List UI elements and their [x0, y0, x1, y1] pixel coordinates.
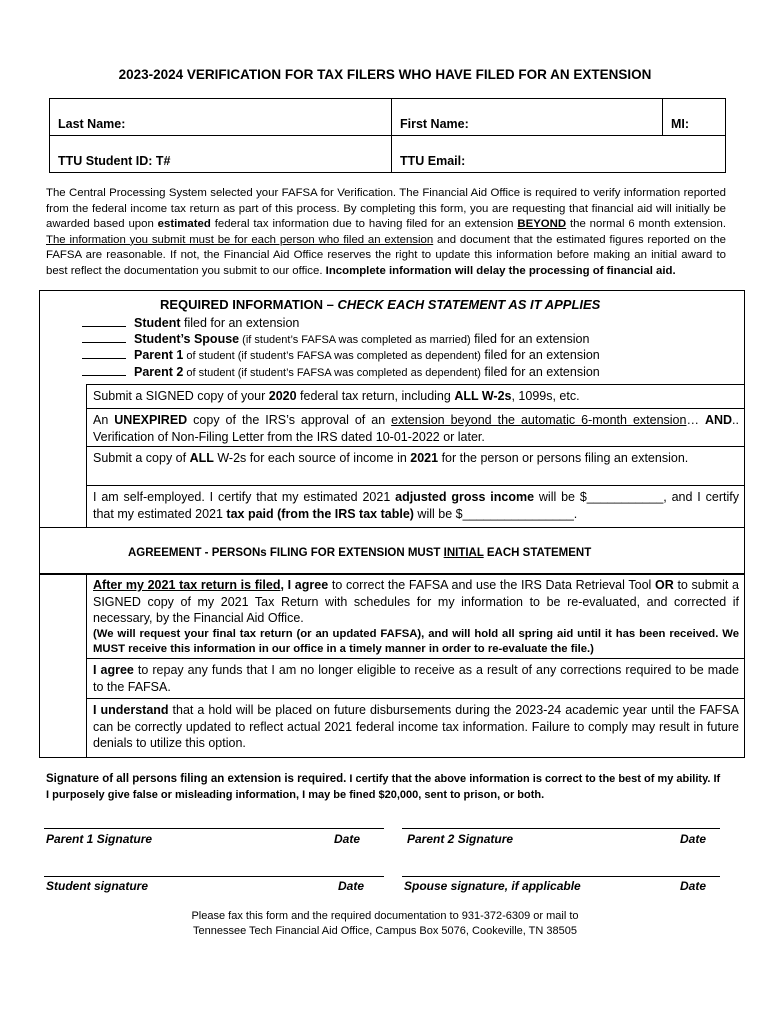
agreement-rows [86, 574, 745, 758]
parent-1-signature-label: Parent 1 Signature [46, 832, 153, 846]
agree-repay: I agree to repay any funds that I am no longer eligible to receive as a result of any corrections required to be made to the FAFSA. [86, 658, 745, 698]
student-signature-label: Student signature [46, 879, 149, 893]
email-field[interactable]: TTU Email: [392, 136, 726, 173]
intro-paragraph: The Central Processing System selected your FAFSA for Verification. The Financial Aid Office is required to verify information reported from the federal income tax return as part of this process. By completing this form, you are requesting that financial aid will initially be awarded based upon estimated federal tax information due to having filed for an extension BEYOND the normal 6 month extension. The information you submit must be for each person who filed an extension and document that the estimated figures reported on the FAFSA are reasonable. If not, the Financial Aid Office reserves the right to update this information before making an initial award to best reflect the documentation you submit to our office. Incomplete information will delay the processing of financial aid. [46, 187, 726, 277]
parent-1-signature-line[interactable] [44, 828, 384, 829]
parent-1-date-label: Date [334, 832, 361, 846]
initial-blank[interactable] [82, 347, 126, 359]
student-date-label: Date [338, 879, 365, 893]
check-parent-2[interactable]: Parent 2 of student (if student’s FAFSA was completed as dependent) filed for an extension [82, 364, 600, 379]
row-tax-return: Submit a SIGNED copy of your 2020 federal tax return, including ALL W-2s, 1099s, etc. [86, 384, 745, 408]
required-info-heading: REQUIRED INFORMATION – CHECK EACH STATEMENT AS IT APPLIES [160, 297, 601, 312]
required-rows [86, 384, 745, 528]
first-name-field[interactable]: First Name: [392, 99, 663, 136]
row-self-employed: I am self-employed. I certify that my estimated 2021 adjusted gross income will be $___________, and I certify that my estimated 2021 tax paid (from the IRS tax table) will be $________________. [86, 485, 745, 528]
signature-intro: Signature of all persons filing an extension is required. I certify that the above information is correct to the best of my ability. If I purposely give false or misleading information, I may be fined $20,000, sent to prison, or both. [46, 773, 721, 801]
initial-blank[interactable] [82, 364, 126, 376]
footer-instructions: Please fax this form and the required documentation to 931-372-6309 or mail to Tennessee Tech Financial Aid Office, Campus Box 5076, Cookeville, TN 38505 [191, 910, 579, 937]
student-id-field[interactable]: TTU Student ID: T# [50, 136, 392, 173]
parent-2-signature-line[interactable] [402, 828, 720, 829]
student-signature-line[interactable] [44, 876, 384, 877]
agree-hold: I understand that a hold will be placed on future disbursements during the 2023-24 academic year until the FAFSA can be correctly updated to reflect actual 2021 federal income tax information. Failure to comply may result in future denials to utilize this option. [86, 698, 745, 758]
student-id-table [49, 98, 726, 173]
agree-note: (We will request your final tax return (or an updated FAFSA), and will hold all spring aid until it has been received. We MUST receive this information in our office in a timely manner in order to re-evaluate the file.) [93, 627, 739, 655]
spouse-date-label: Date [680, 879, 707, 893]
row-w2s: Submit a copy of ALL W-2s for each source of income in 2021 for the person or persons filing an extension. [86, 446, 745, 485]
row-extension-approval: An UNEXPIRED copy of the IRS’s approval of an extension beyond the automatic 6-month extension… AND.. Verification of Non-Filing Letter from the IRS dated 10-01-2022 or later. [86, 408, 745, 446]
last-name-field[interactable]: Last Name: [50, 99, 392, 136]
parent-2-signature-label: Parent 2 Signature [407, 832, 514, 846]
spouse-signature-label: Spouse signature, if applicable [404, 879, 581, 893]
check-parent-1[interactable]: Parent 1 of student (if student’s FAFSA was completed as dependent) filed for an extension [82, 347, 600, 362]
initial-blank[interactable] [82, 331, 126, 343]
check-spouse[interactable]: Student’s Spouse (if student’s FAFSA was completed as married) filed for an extension [82, 331, 589, 346]
agreement-heading: AGREEMENT - PERSONs FILING FOR EXTENSION MUST INITIAL EACH STATEMENT [128, 547, 592, 559]
initial-blank[interactable] [82, 315, 126, 327]
agree-correct-fafsa: After my 2021 tax return is filed, I agree to correct the FAFSA and use the IRS Data Retrieval Tool OR to submit a SIGNED copy of my 2021 Tax Return with schedules for my information to be re-evaluated, and corrected if necessary, by the Financial Aid Office. (We will request your final tax return (or an updated FAFSA), and will hold all spring aid until it has been received. We MUST receive this information in our office in a timely manner in order to re-evaluate the file.) [86, 574, 745, 658]
check-student[interactable]: Student filed for an extension [82, 315, 299, 330]
form-title: 2023-2024 VERIFICATION FOR TAX FILERS WHO HAVE FILED FOR AN EXTENSION [118, 67, 652, 82]
parent-2-date-label: Date [680, 832, 707, 846]
spouse-signature-line[interactable] [402, 876, 720, 877]
mi-field[interactable]: MI: [663, 99, 726, 136]
